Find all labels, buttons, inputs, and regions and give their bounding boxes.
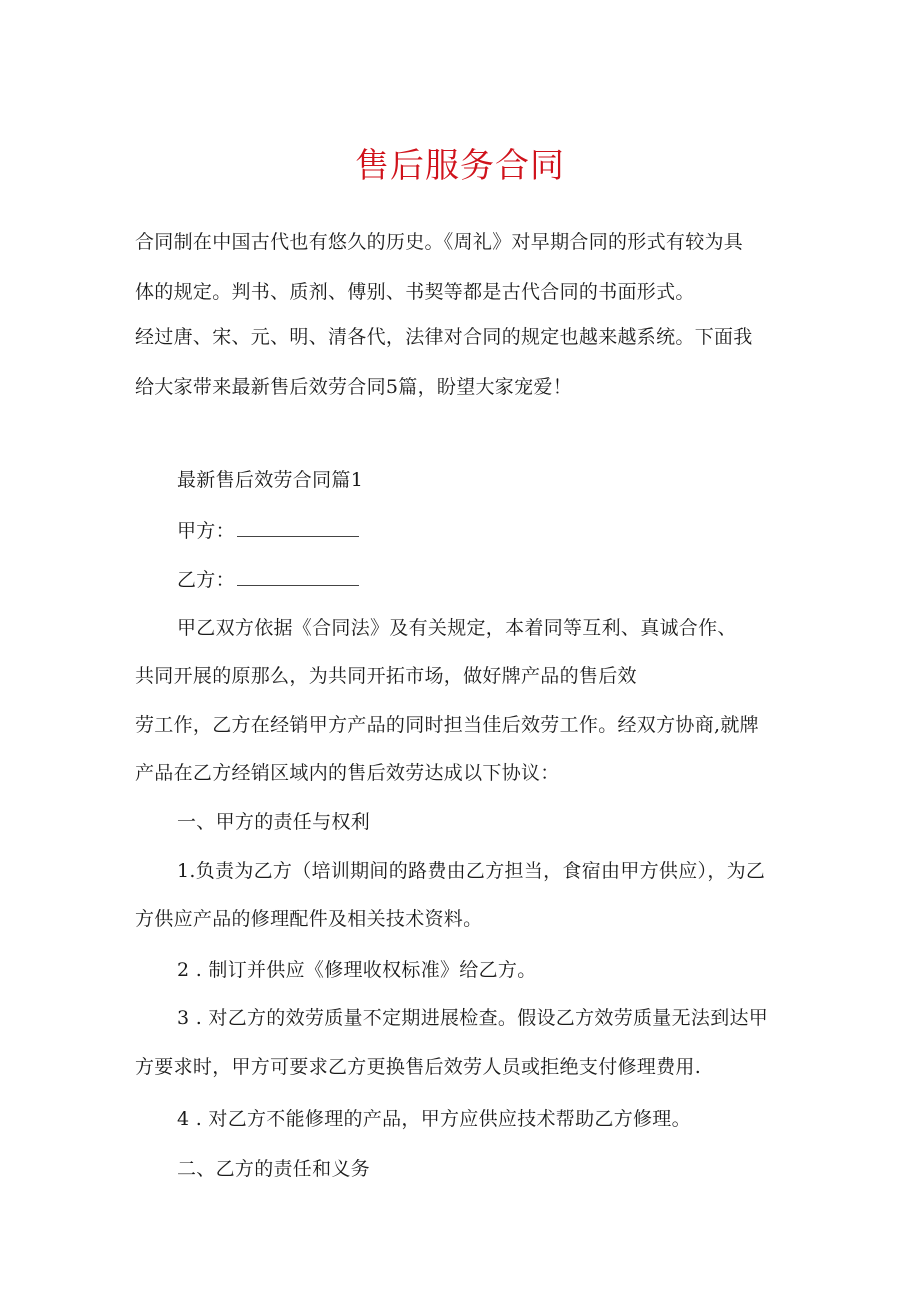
- section-heading: 最新售后效劳合同篇1: [177, 469, 364, 491]
- party-a-label: 甲方：: [177, 520, 235, 542]
- body-line: 甲乙双方依据《合同法》及有关规定，本着同等互利、真诚合作、: [177, 617, 737, 639]
- clause-item: 1.负责为乙方（培训期间的路费由乙方担当，食宿由甲方供应），为乙: [177, 860, 766, 882]
- intro-line: 经过唐、宋、元、明、清各代，法律对合同的规定也越来越系统。下面我: [135, 326, 753, 348]
- document-title: 售后服务合同: [355, 146, 565, 186]
- party-a-line: [177, 517, 359, 545]
- party-b-label: 乙方：: [177, 569, 235, 591]
- clause-item: 3 . 对乙方的效劳质量不定期进展检查。假设乙方效劳质量无法到达甲: [177, 1007, 769, 1029]
- clause-item: 2 . 制订并供应《修理收权标准》给乙方。: [177, 959, 537, 981]
- clause-item: 方要求时，甲方可要求乙方更换售后效劳人员或拒绝支付修理费用.: [135, 1056, 702, 1078]
- body-line: 产品在乙方经销区域内的售后效劳达成以下协议：: [135, 762, 560, 784]
- intro-line: 给大家带来最新售后效劳合同5篇，盼望大家宠爱！: [135, 376, 572, 398]
- clause-heading: 一、甲方的责任与权利: [177, 811, 371, 833]
- body-line: 共同开展的原那么，为共同开拓市场，做好牌产品的售后效: [135, 665, 637, 687]
- clause-item: 4 . 对乙方不能修理的产品，甲方应供应技术帮助乙方修理。: [177, 1108, 691, 1130]
- clause-item: 方供应产品的修理配件及相关技术资料。: [135, 908, 483, 930]
- party-b-line: [177, 566, 359, 594]
- body-line: 劳工作，乙方在经销甲方产品的同时担当佳后效劳工作。经双方协商,就牌: [135, 714, 759, 736]
- party-b-blank: [237, 567, 359, 586]
- clause-heading: 二、乙方的责任和义务: [177, 1158, 371, 1180]
- intro-line: 体的规定。判书、质剂、傅别、书契等都是古代合同的书面形式。: [135, 281, 695, 303]
- intro-line: 合同制在中国古代也有悠久的历史。《周礼》对早期合同的形式有较为具: [135, 231, 744, 253]
- party-a-blank: [237, 518, 359, 537]
